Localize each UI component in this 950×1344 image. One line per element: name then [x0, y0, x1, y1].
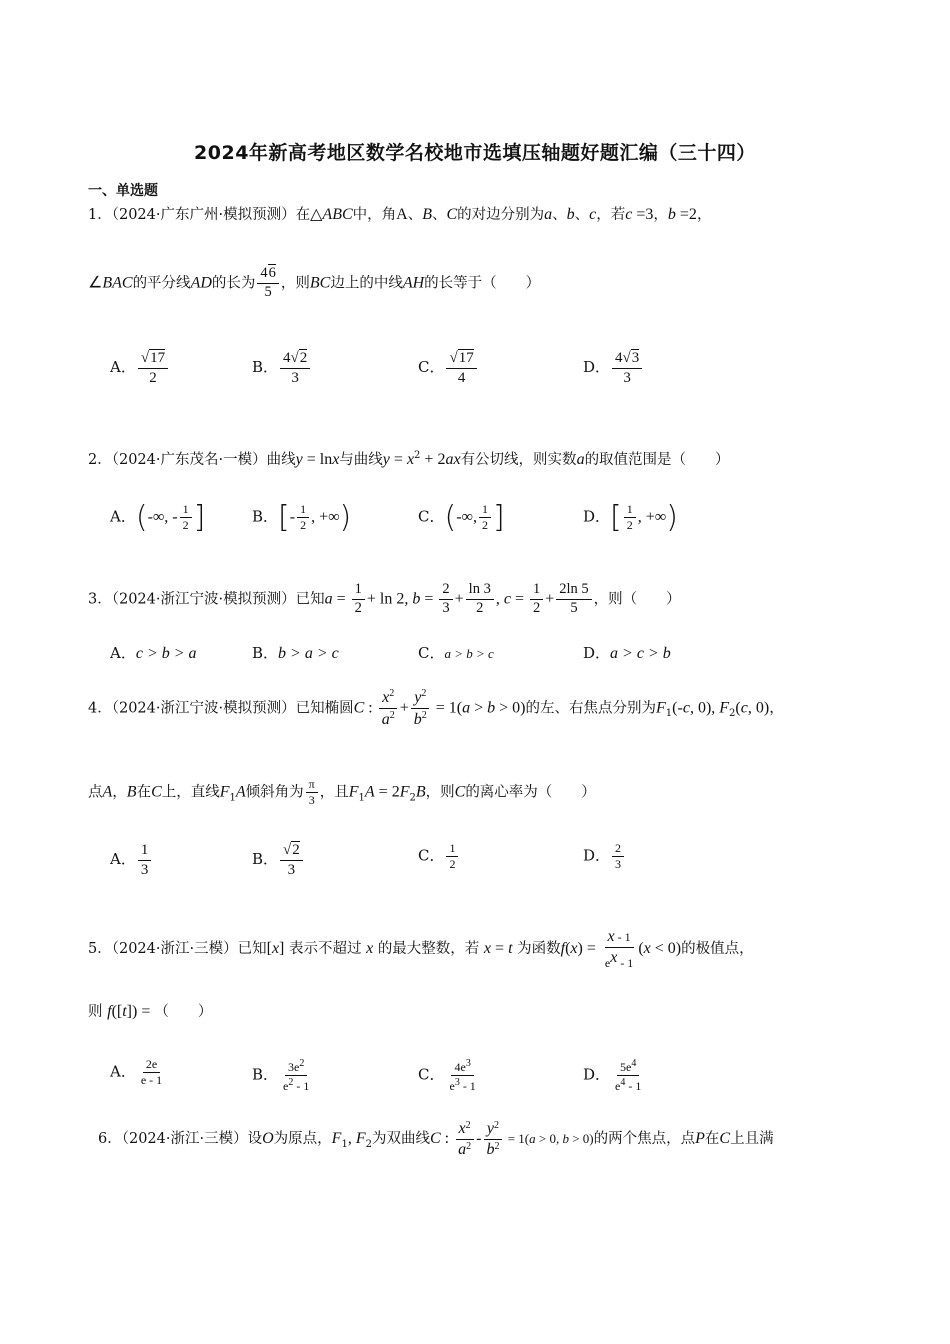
option-b[interactable]: B． $\frac{√2}{3}$: [252, 842, 305, 878]
option-a[interactable]: A．(-∞, - $\frac{1}{2}$ ]: [110, 500, 206, 535]
question-4-line-2: 点A，B在C上，直线$F_1A$倾斜角为 $\frac{\pi}{3}$ ，且$F_1A = 2F_2B$，则C的离心率为（ ）: [88, 777, 596, 808]
option-c[interactable]: C． $\frac{1}{2}$: [418, 842, 460, 871]
option-d[interactable]: D． $\frac{2}{3}$: [583, 842, 626, 871]
question-source: （2024·广东广州·模拟预测）在: [111, 207, 311, 223]
option-a[interactable]: A． $\frac{1}{3}$: [110, 842, 153, 878]
question-5-line-2: 则 f([t]) = （ ）: [88, 1003, 213, 1020]
option-b[interactable]: B． $\frac{4√2}{3}$: [252, 350, 312, 386]
question-2: 2．（2024·广东茂名·一模）曲线y = lnx与曲线$y = x^2 + 2ax$有公切线，则实数a的取值范围是（ ）: [88, 450, 730, 468]
option-a[interactable]: A． $\frac{√17}{2}$: [110, 350, 170, 386]
page-title: 2024年新高考地区数学名校地市选填压轴题好题汇编（三十四）: [194, 142, 756, 164]
option-a[interactable]: A． $\frac{2e}{e - 1}$: [110, 1057, 163, 1088]
option-b[interactable]: B．[- $\frac{1}{2}$ , +∞): [252, 500, 352, 535]
question-5: 5．（2024·浙江·三模）已知[x] 表示不超过 x 的最大整数，若 x = t 为函数f(x) = $\frac{x - 1}{e^x - 1}$ (x < 0)的极值点，: [88, 928, 754, 970]
option-c[interactable]: C．(-∞, $\frac{1}{2}$ ]: [418, 500, 505, 535]
question-number: 1．: [88, 207, 112, 223]
option-b[interactable]: B．b > a > c: [252, 644, 339, 662]
option-c[interactable]: C． $\frac{4e^3}{e^3 - 1}$: [418, 1058, 476, 1094]
option-b[interactable]: B． $\frac{3e^2}{e^2 - 1}$: [252, 1058, 310, 1094]
question-6: 6．（2024·浙江·三模）设O为原点，$F_1$, $F_2$为双曲线C : $\frac{x^2}{a^2}$ - $\frac{y^2}{b^2}$ = 1(a > 0, b > 0)的两个焦点，点P在C上且满: [98, 1120, 774, 1158]
option-c[interactable]: C． $\frac{√17}{4}$: [418, 350, 479, 386]
question-4: 4．（2024·浙江宁波·模拟预测）已知椭圆C : $\frac{x^2}{a^2}$ + $\frac{y^2}{b^2}$ = 1(a > b > 0)的左、右焦点分别为$F_1(-c$, 0), $F_2(c$, 0)，: [88, 688, 784, 728]
option-d[interactable]: D． $\frac{4√3}{3}$: [583, 350, 644, 386]
section-heading: 一、单选题: [88, 183, 158, 199]
option-a[interactable]: A．c > b > a: [110, 644, 197, 662]
question-3: 3．（2024·浙江宁波·模拟预测）已知a = $\frac{1}{2}$ + ln 2, b = $\frac{2}{3}$ + $\frac{\ln 3}{2}$ , c = $\frac{1}{2}$ + $\frac{2\ln 5}{5}$ ，则（ ）: [88, 581, 681, 616]
option-d[interactable]: D． $\frac{5e^4}{e^4 - 1}$: [583, 1058, 642, 1094]
option-d[interactable]: D．a > c > b: [583, 644, 671, 662]
option-c[interactable]: C．a > b > c: [418, 644, 494, 662]
question-1: 1．（2024·广东广州·模拟预测）在△ABC中，角A、B、C的对边分别为a、b、c，若c =3，b =2，: [88, 206, 712, 223]
option-d[interactable]: D．[ $\frac{1}{2}$ , +∞): [583, 500, 678, 535]
question-1-line-2: ∠BAC的平分线AD的长为 $\frac{46}{5}$ ，则BC边上的中线AH的长等于（ ）: [88, 265, 541, 300]
